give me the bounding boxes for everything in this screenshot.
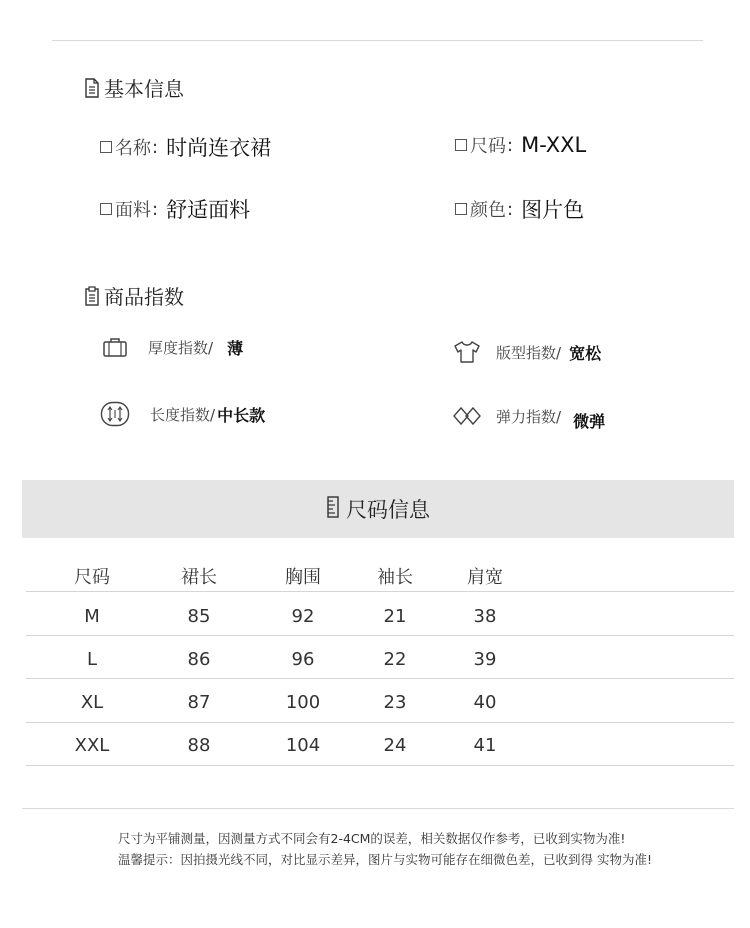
checkbox-icon <box>455 203 467 215</box>
field-value: 舒适面料 <box>166 198 251 222</box>
field-label: 名称 <box>115 138 151 159</box>
cell-shoulder: 39 <box>473 649 497 670</box>
field-size <box>455 132 586 158</box>
ruler-icon <box>326 496 340 523</box>
row-divider <box>26 722 734 723</box>
cell-bust: 96 <box>291 649 315 670</box>
field-fabric <box>100 194 250 224</box>
cell-skirt-length: 88 <box>187 735 211 756</box>
top-divider <box>52 40 703 41</box>
field-label: 尺码 <box>470 136 506 157</box>
field-separator: : <box>152 198 159 220</box>
row-divider <box>26 635 734 636</box>
row-divider <box>26 678 734 679</box>
clipboard-icon <box>84 286 100 306</box>
row-divider <box>26 591 734 592</box>
field-label: 面料 <box>115 200 151 221</box>
cell-sleeve: 22 <box>383 649 407 670</box>
cell-shoulder: 38 <box>473 606 497 627</box>
measurement-note: 尺寸为平铺测量，因测量方式不同会有2-4CM的误差，相关数据仅作参考，已收到实物为准! <box>118 831 626 846</box>
tshirt-icon <box>452 339 482 365</box>
color-note: 温馨提示：因拍摄光线不同，对比显示差异，图片与实物可能存在细微色差，已收到得 实物为准! <box>118 852 652 867</box>
index-label: 厚度指数/ <box>148 338 214 357</box>
index-value: 微弹 <box>573 411 606 431</box>
field-label: 颜色 <box>470 200 506 221</box>
cell-bust: 92 <box>291 606 315 627</box>
index-fit <box>452 339 601 365</box>
length-icon <box>100 401 130 427</box>
checkbox-icon <box>455 139 467 151</box>
header-skirt-length: 裙长 <box>181 567 217 588</box>
cell-bust: 100 <box>285 692 321 713</box>
cell-shoulder: 41 <box>473 735 497 756</box>
row-divider <box>26 765 734 766</box>
checkbox-icon <box>100 203 112 215</box>
header-sleeve: 袖长 <box>377 567 413 588</box>
cell-skirt-length: 87 <box>187 692 211 713</box>
basic-info-title <box>84 73 184 102</box>
basic-info-title-text: 基本信息 <box>104 77 184 101</box>
index-value: 中长款 <box>217 405 266 425</box>
cell-size: XXL <box>74 735 110 756</box>
product-index-title-text: 商品指数 <box>104 285 184 309</box>
cell-skirt-length: 86 <box>187 649 211 670</box>
index-label: 长度指数/ <box>150 405 216 424</box>
stretch-icon <box>452 403 482 429</box>
index-value: 薄 <box>227 338 244 358</box>
cell-skirt-length: 85 <box>187 606 211 627</box>
cell-sleeve: 24 <box>383 735 407 756</box>
cell-shoulder: 40 <box>473 692 497 713</box>
field-value: 图片色 <box>521 198 585 222</box>
index-label: 版型指数/ <box>496 343 562 362</box>
index-length <box>100 401 265 427</box>
index-value: 宽松 <box>569 343 602 363</box>
bottom-divider <box>22 808 734 809</box>
cell-size: L <box>86 649 98 670</box>
document-icon <box>84 78 100 98</box>
field-value: 时尚连衣裙 <box>166 136 272 160</box>
size-info-header <box>22 480 734 538</box>
size-info-title-text: 尺码信息 <box>346 498 430 522</box>
field-separator: : <box>152 136 159 158</box>
field-color <box>455 194 584 224</box>
bag-icon <box>100 334 130 360</box>
field-separator: : <box>507 198 514 220</box>
header-bust: 胸围 <box>285 567 321 588</box>
size-info-title <box>22 480 734 538</box>
product-index-title <box>84 281 184 310</box>
header-shoulder: 肩宽 <box>467 567 503 588</box>
cell-bust: 104 <box>285 735 321 756</box>
header-size: 尺码 <box>74 567 110 588</box>
index-thickness <box>100 334 243 360</box>
index-label: 弹力指数/ <box>496 407 562 426</box>
field-name <box>100 132 271 162</box>
cell-sleeve: 23 <box>383 692 407 713</box>
checkbox-icon <box>100 141 112 153</box>
cell-sleeve: 21 <box>383 606 407 627</box>
index-stretch <box>452 403 605 429</box>
cell-size: XL <box>80 692 104 713</box>
field-value: M-XXL <box>521 133 587 157</box>
field-separator: : <box>507 134 514 156</box>
cell-size: M <box>84 606 100 627</box>
